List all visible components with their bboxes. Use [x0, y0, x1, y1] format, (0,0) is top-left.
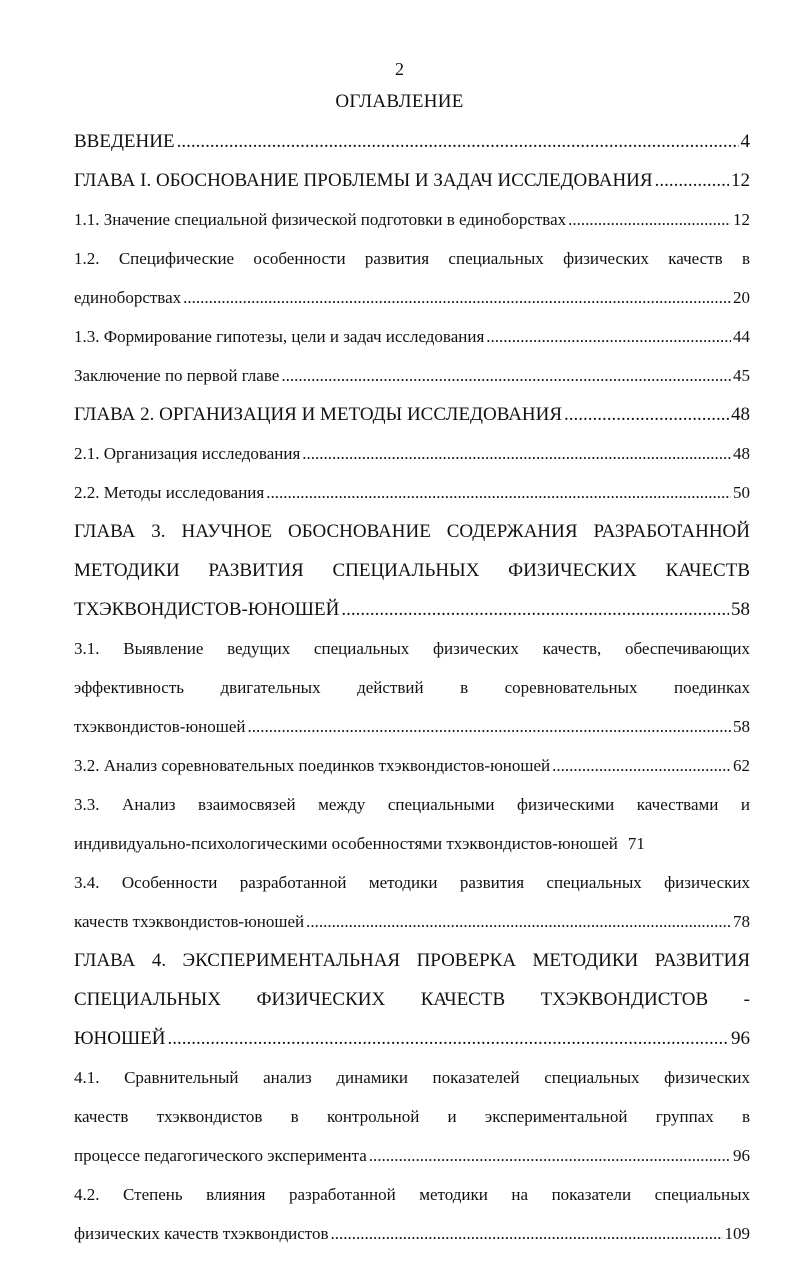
toc-page-number: 71 — [627, 834, 645, 853]
dot-leader — [167, 1019, 729, 1058]
toc-page-number: 96 — [731, 1028, 750, 1049]
toc-page-number: 12 — [731, 170, 750, 191]
toc-section-entry[interactable] — [74, 1175, 750, 1253]
toc-page-number: 4 — [740, 131, 750, 152]
dot-leader — [281, 356, 731, 395]
toc-entry-line: 4.1. Сравнительный анализ динамики показателей специальных физических — [74, 1068, 750, 1087]
dot-leader — [568, 200, 731, 239]
toc-entry-title: тхэквондистов-юношей — [74, 717, 246, 736]
toc-page-number: 62 — [733, 756, 750, 775]
toc-entry-title: индивидуально-психологическими особенностями тхэквондистов-юношей — [74, 834, 618, 853]
dot-leader — [655, 161, 729, 200]
toc-page-number: 45 — [733, 366, 750, 385]
toc-chapter-entry[interactable] — [74, 512, 750, 629]
dot-leader — [306, 902, 731, 941]
toc-section-entry[interactable] — [74, 1058, 750, 1175]
toc-page-number: 12 — [733, 210, 750, 229]
dot-leader — [486, 317, 731, 356]
toc-entry-line: 3.3. Анализ взаимосвязей между специальными физическими качествами и — [74, 795, 750, 814]
toc-chapter-entry[interactable] — [74, 941, 750, 1058]
toc-section-entry[interactable] — [74, 200, 750, 239]
toc-section-entry[interactable] — [74, 239, 750, 317]
dot-leader — [266, 473, 731, 512]
toc-page-number: 109 — [724, 1224, 750, 1243]
toc-entry-line: 3.1. Выявление ведущих специальных физических качеств, обеспечивающих — [74, 639, 750, 658]
dot-leader — [177, 122, 739, 161]
toc-page-number: 96 — [733, 1146, 750, 1165]
toc-entry-title: ВВЕДЕНИЕ — [74, 131, 175, 152]
toc-page-number: 20 — [733, 288, 750, 307]
toc-entry-title: ЮНОШЕЙ — [74, 1028, 166, 1049]
toc-entry-title: 3.2. Анализ соревновательных поединков тхэквондистов-юношей — [74, 756, 551, 775]
dot-leader — [331, 1214, 723, 1253]
toc-section-entry[interactable] — [74, 317, 750, 356]
toc-entry-line: 4.2. Степень влияния разработанной методики на показатели специальных — [74, 1185, 750, 1204]
toc-entry-title: ТХЭКВОНДИСТОВ-ЮНОШЕЙ — [74, 599, 340, 620]
toc-page-number: 48 — [731, 404, 750, 425]
toc-entry-title: Заключение по первой главе — [74, 366, 280, 385]
toc-entry-line: качеств тхэквондистов в контрольной и экспериментальной группах в — [74, 1107, 750, 1126]
toc-entry-title: ГЛАВА I. ОБОСНОВАНИЕ ПРОБЛЕМЫ И ЗАДАЧ ИССЛЕДОВАНИЯ — [74, 170, 653, 191]
toc-entry-title: процессе педагогического эксперимента — [74, 1146, 367, 1165]
toc-entry-line: СПЕЦИАЛЬНЫХ ФИЗИЧЕСКИХ КАЧЕСТВ ТХЭКВОНДИСТОВ - — [74, 989, 750, 1010]
dot-leader — [183, 278, 731, 317]
dot-leader — [369, 1136, 731, 1175]
toc-title: ОГЛАВЛЕНИЕ — [335, 91, 464, 112]
toc-section-entry[interactable] — [74, 629, 750, 746]
toc-page-number: 78 — [733, 912, 750, 931]
toc-section-entry[interactable] — [74, 434, 750, 473]
page-number: 2 — [395, 59, 404, 79]
toc-entry-title: ГЛАВА 2. ОРГАНИЗАЦИЯ И МЕТОДЫ ИССЛЕДОВАНИЯ — [74, 404, 563, 425]
dot-leader — [552, 746, 731, 785]
toc-entry-line: ГЛАВА 4. ЭКСПЕРИМЕНТАЛЬНАЯ ПРОВЕРКА МЕТОДИКИ РАЗВИТИЯ — [74, 950, 750, 971]
toc-section-entry[interactable] — [74, 746, 750, 785]
toc-entry-line: эффективность двигательных действий в соревновательных поединках — [74, 678, 750, 697]
toc-chapter-entry[interactable] — [74, 122, 750, 161]
toc-entry-line: 1.2. Специфические особенности развития специальных физических качеств в — [74, 249, 750, 268]
toc-entry-title: единоборствах — [74, 288, 182, 307]
dot-leader — [248, 707, 732, 746]
toc-chapter-entry[interactable] — [74, 161, 750, 200]
toc-entry-title: физических качеств тхэквондистов — [74, 1224, 329, 1243]
toc-entry-line: МЕТОДИКИ РАЗВИТИЯ СПЕЦИАЛЬНЫХ ФИЗИЧЕСКИХ КАЧЕСТВ — [74, 560, 750, 581]
toc-section-entry[interactable] — [74, 785, 750, 863]
toc-chapter-entry[interactable] — [74, 395, 750, 434]
dot-leader — [564, 395, 729, 434]
dot-leader — [302, 434, 731, 473]
toc-entry-title: 2.2. Методы исследования — [74, 483, 265, 502]
toc-page-number: 48 — [733, 444, 750, 463]
toc-entry-title: 2.1. Организация исследования — [74, 444, 301, 463]
toc-page-number: 58 — [733, 717, 750, 736]
toc-entry-title: 1.3. Формирование гипотезы, цели и задач исследования — [74, 327, 485, 346]
toc-section-entry[interactable] — [74, 473, 750, 512]
toc-page-number: 44 — [733, 327, 750, 346]
toc-entry-line: 3.4. Особенности разработанной методики развития специальных физических — [74, 873, 750, 892]
toc-section-entry[interactable] — [74, 356, 750, 395]
toc-entry-title: 1.1. Значение специальной физической подготовки в единоборствах — [74, 210, 567, 229]
toc-page-number: 50 — [733, 483, 750, 502]
toc-entry-line: ГЛАВА 3. НАУЧНОЕ ОБОСНОВАНИЕ СОДЕРЖАНИЯ РАЗРАБОТАННОЙ — [74, 521, 750, 542]
toc-page-number: 58 — [731, 599, 750, 620]
toc-entry-title: качеств тхэквондистов-юношей — [74, 912, 305, 931]
dot-leader — [341, 590, 729, 629]
toc-section-entry[interactable] — [74, 863, 750, 941]
